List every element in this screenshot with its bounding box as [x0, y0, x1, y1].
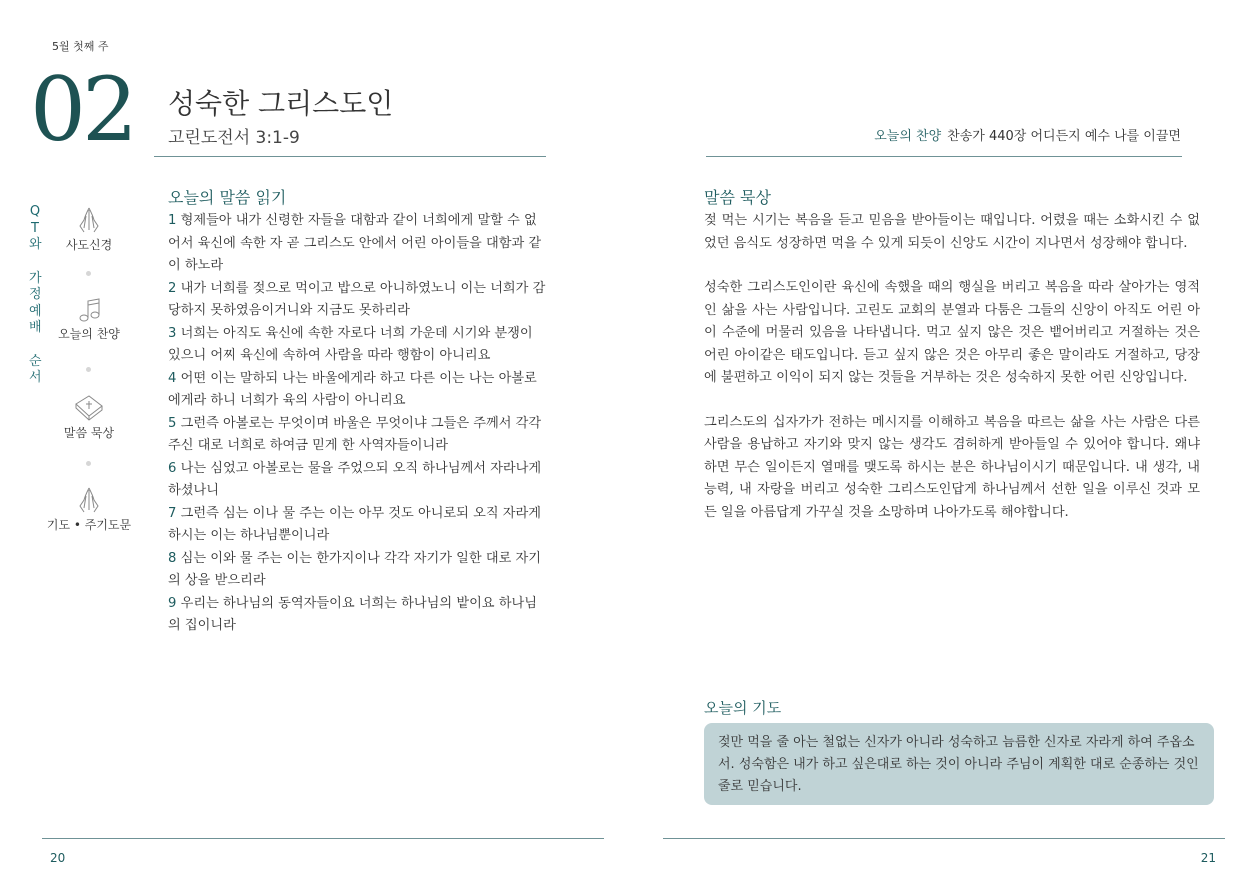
sidebar-item-meditation — [44, 392, 134, 441]
verse-number: 1 — [168, 213, 177, 228]
sidebar-item-label: 말씀 묵상 — [63, 426, 115, 440]
verse — [168, 413, 548, 458]
hymn-text: 찬송가 440장 어디든지 예수 나를 이끌면 — [947, 129, 1181, 144]
prayer-heading: 오늘의 기도 — [704, 699, 782, 717]
verse-number: 9 — [168, 595, 177, 611]
prayer-text: 젖만 먹을 줄 아는 철없는 신자가 아니라 성숙하고 늠름한 신자로 자라게 하여 주옵소서. 성숙함은 내가 하고 싶은대로 하는 것이 아니라 주님이 계획한 대로 순종하는 것인줄로 믿습니다. — [718, 735, 1199, 794]
vertical-gap — [29, 254, 41, 271]
praying-hands-icon — [74, 206, 104, 234]
vertical-char: 정 — [29, 287, 42, 302]
vertical-section-title — [29, 204, 41, 387]
prayer-box — [704, 723, 1214, 805]
verse-text: 어떤 이는 말하되 나는 바울에게라 하고 다른 이는 나는 아볼로에게라 하니 너희가 육의 사람이 아니리요 — [168, 370, 537, 408]
day-number: 02 — [30, 58, 134, 161]
verse-text: 그런즉 심는 이나 물 주는 이는 아무 것도 아니로되 오직 자라게 하시는 이는 하나님뿐이니라 — [168, 505, 541, 543]
page-number-left: 20 — [50, 851, 66, 865]
vertical-char: Q — [29, 204, 41, 219]
verse — [168, 503, 548, 548]
separator-dot — [86, 367, 91, 372]
vertical-char: 배 — [29, 320, 42, 335]
vertical-char: 예 — [29, 303, 42, 319]
todays-hymn — [874, 125, 1181, 144]
sidebar-item-apostles-creed — [44, 206, 134, 253]
verse-text: 내가 너희를 젖으로 먹이고 밥으로 아니하였노니 이는 너희가 감당하지 못하였음이거니와 지금도 못하리라 — [168, 280, 546, 318]
verse-text: 심는 이와 물 주는 이는 한가지이나 각각 자기가 일한 대로 자기의 상을 받으리라 — [168, 550, 541, 588]
separator-dot — [86, 271, 91, 276]
verse-number: 6 — [168, 460, 177, 476]
sidebar-item-label: 오늘의 찬양 — [58, 327, 120, 341]
vertical-char: 순 — [29, 353, 42, 369]
verse — [168, 593, 548, 638]
separator-dot — [86, 461, 91, 466]
vertical-char: 가 — [29, 270, 42, 286]
footer-divider-right — [663, 838, 1225, 839]
meditation-paragraph: 그리스도의 십자가가 전하는 메시지를 이해하고 복음을 따르는 삶을 사는 사람은 다른 사람을 용납하고 자기와 맞지 않는 생각도 겸허하게 받아들일 수 있어야 합니다. 왜냐하면 무슨 일이든지 열매를 맺도록 하시는 분은 하나님이시기 때문입니다. 내 생각, 내 능력, 내 자랑을 버리고 성숙한 그리스도인답게 하나님께서 선한 일을 이루신 것과 모든 일을 아름답게 가꾸실 것을 소망하며 나아가도록 해야합니다. — [704, 414, 1200, 520]
verse — [168, 548, 548, 593]
verse-number: 3 — [168, 325, 177, 341]
page-number-right: 21 — [1200, 851, 1216, 865]
bible-icon — [73, 392, 105, 422]
meditation-heading: 말씀 묵상 — [704, 188, 771, 207]
sidebar-item-prayer — [44, 486, 134, 533]
verse — [168, 323, 548, 368]
verse-number: 2 — [168, 280, 177, 296]
music-note-icon — [77, 297, 101, 323]
scripture-verses — [168, 210, 548, 638]
verse-text: 나는 심었고 아볼로는 물을 주었으되 오직 하나님께서 자라나게 하셨나니 — [168, 460, 542, 498]
sidebar-item-label: 사도신경 — [65, 238, 113, 252]
vertical-char: T — [31, 220, 39, 236]
week-label: 5월 첫째 주 — [52, 40, 109, 53]
verse — [168, 458, 548, 503]
verse-text: 형제들아 내가 신령한 자들을 대함과 같이 너희에게 말할 수 없어서 육신에 속한 자 곧 그리스도 안에서 어린 아이들을 대함과 같이 하노라 — [168, 213, 542, 273]
meditation-paragraph: 젖 먹는 시기는 복음을 듣고 믿음을 받아들이는 때입니다. 어렸을 때는 소화시킨 수 없었던 음식도 성장하면 먹을 수 있게 되듯이 신앙도 시간이 지나면서 성장해야 합니다. — [704, 213, 1200, 251]
sidebar-item-label: 기도 • 주기도문 — [46, 518, 132, 532]
page-title: 성숙한 그리스도인 — [168, 87, 394, 120]
verse-text: 우리는 하나님의 동역자들이요 너희는 하나님의 밭이요 하나님의 집이니라 — [168, 595, 537, 633]
footer-divider-left — [42, 838, 604, 839]
sidebar-item-todays-hymn — [44, 297, 134, 342]
scripture-reference: 고린도전서 3:1-9 — [168, 128, 300, 148]
verse-text: 너희는 아직도 육신에 속한 자로다 너희 가운데 시기와 분쟁이 있으니 어찌 육신에 속하여 사람을 따라 행함이 아니리요 — [168, 325, 533, 363]
header-divider-left — [154, 156, 546, 157]
verse-text: 그런즉 아볼로는 무엇이며 바울은 무엇이냐 그들은 주께서 각각 주신 대로 너희로 하여금 믿게 한 사역자들이니라 — [168, 415, 542, 453]
meditation-text — [704, 210, 1200, 546]
vertical-gap — [29, 337, 41, 354]
vertical-char: 서 — [29, 370, 42, 385]
verse-number: 8 — [168, 550, 177, 566]
verse — [168, 368, 548, 413]
vertical-char: 와 — [29, 237, 42, 252]
verse — [168, 278, 548, 323]
verse — [168, 210, 548, 278]
header-divider-right — [706, 156, 1182, 157]
verse-number: 5 — [168, 415, 177, 431]
verse-number: 4 — [168, 370, 177, 386]
praying-hands-icon — [74, 486, 104, 514]
meditation-paragraph: 성숙한 그리스도인이란 육신에 속했을 때의 행실을 버리고 복음을 따라 살아가는 영적인 삶을 사는 사람입니다. 고린도 교회의 분열과 다툼은 그들의 신앙이 아직도 어린 아이 수준에 머물러 있음을 나타냅니다. 먹고 싶지 않은 것은 뱉어버리고 거절하는 것은 어린 아이같은 태도입니다. 듣고 싶지 않은 것은 아무리 좋은 말이라도 거절하고, 당장에 불편하고 이익이 되지 않는 것들을 거부하는 것은 성숙하지 못한 어린 신앙입니다. — [704, 280, 1200, 385]
verse-number: 7 — [168, 505, 177, 521]
reading-heading: 오늘의 말씀 읽기 — [168, 188, 287, 207]
hymn-label: 오늘의 찬양 — [874, 129, 942, 144]
